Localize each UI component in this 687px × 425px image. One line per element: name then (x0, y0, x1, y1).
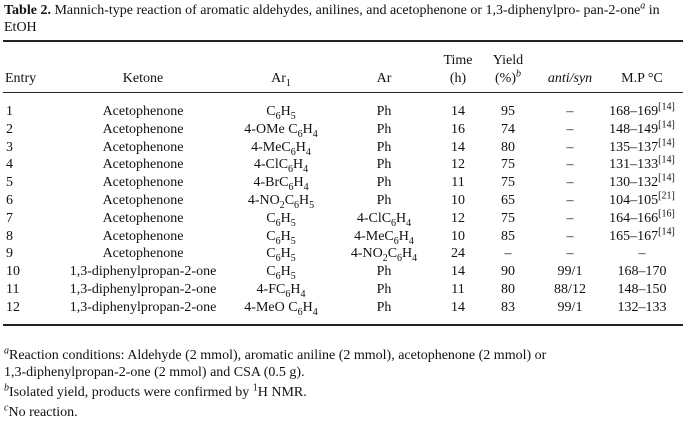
cell-anti-syn: – (566, 122, 574, 137)
cell-time: 10 (451, 229, 465, 244)
cell-ar: Ph (376, 300, 392, 315)
reference-citation: [14] (658, 119, 675, 131)
cell-mp: 165–167[14] (609, 226, 675, 244)
cell-anti-syn: – (566, 157, 574, 172)
bottom-rule (3, 324, 683, 326)
cell-time: 14 (451, 264, 465, 279)
cell-mp: 132–133 (617, 300, 667, 315)
header-yield-unit: (%)$^b$ (495, 68, 521, 86)
footnote-c: $^c$No reaction. (4, 402, 78, 420)
cell-time: 14 (451, 140, 465, 155)
cell-time: 11 (451, 282, 465, 297)
cell-anti-syn: – (566, 193, 574, 208)
cell-anti-syn: 88/12 (554, 282, 586, 297)
cell-time: 12 (451, 211, 465, 226)
table-label: Table 2. (4, 3, 51, 18)
cell-time: 11 (451, 175, 465, 190)
cell-entry: 3 (6, 140, 13, 155)
header-anti-syn: anti/syn (547, 71, 593, 86)
reference-citation: [14] (658, 101, 675, 113)
cell-mp: 135–137[14] (609, 137, 675, 155)
cell-yield: 80 (501, 282, 515, 297)
cell-anti-syn: – (566, 175, 574, 190)
cell-time: 14 (451, 300, 465, 315)
table-title: Mannich-type reaction of aromatic aldehydes, anilines, and acetophenone or 1,3-diphenylpro- pan-2-one$^a$ in EtOH (4, 0, 660, 35)
table-caption (4, 2, 680, 36)
cell-mp: 148–149[14] (609, 119, 675, 137)
cell-yield: 75 (501, 211, 515, 226)
footnote-b: $^b$Isolated yield, products were confirmed by $^1$H NMR. (4, 382, 307, 400)
cell-entry: 2 (6, 122, 13, 137)
cell-ar: Ph (376, 193, 392, 208)
cell-ar: Ph (376, 264, 392, 279)
cell-entry: 12 (6, 300, 20, 315)
cell-ar1: 4-MeO $C_6H_4$ (244, 300, 318, 318)
cell-ketone: 1,3-diphenylpropan-2-one (69, 300, 217, 315)
cell-ar1: $4-ClC_6H_4$ (253, 157, 309, 175)
cell-entry: 1 (6, 104, 13, 119)
cell-entry: 11 (6, 282, 20, 297)
cell-anti-syn: – (566, 211, 574, 226)
header-rule (3, 92, 683, 93)
cell-mp: 104–105[21] (609, 190, 675, 208)
cell-ar: Ph (376, 175, 392, 190)
cell-ar1: $4-BrC_6H_4$ (253, 175, 309, 193)
cell-ar: $4-ClC_6H_4$ (356, 211, 412, 229)
cell-entry: 6 (6, 193, 13, 208)
cell-ketone: Acetophenone (102, 175, 184, 190)
cell-time: 16 (451, 122, 465, 137)
cell-ar: Ph (376, 122, 392, 137)
cell-yield: 75 (501, 157, 515, 172)
cell-yield: 90 (501, 264, 515, 279)
cell-mp: 168–169[14] (609, 101, 675, 119)
cell-yield: 80 (501, 140, 515, 155)
cell-ar1: $C_6H_5$ (266, 229, 296, 247)
cell-anti-syn: 99/1 (557, 264, 583, 279)
cell-ar1: $4-MeC_6H_4$ (251, 140, 311, 158)
cell-entry: 7 (6, 211, 13, 226)
header-ar: Ar (376, 71, 392, 86)
header-ar1: $Ar_1$ (271, 71, 291, 89)
cell-ar: Ph (376, 282, 392, 297)
cell-ar1: $C_6H_5$ (266, 104, 296, 122)
cell-anti-syn: 99/1 (557, 300, 583, 315)
cell-ketone: Acetophenone (102, 229, 184, 244)
cell-ar: $4-NO_2C_6H_4$ (350, 246, 418, 264)
footnote-a: $^a$Reaction conditions: Aldehyde (2 mmol), aromatic aniline (2 mmol), acetophenone (2 mmol) or 1,3-diphenylpropan-2-one (2 mmol) and CSA (0.5 g). (4, 345, 547, 380)
cell-anti-syn: – (566, 104, 574, 119)
cell-ketone: Acetophenone (102, 211, 184, 226)
cell-entry: 8 (6, 229, 13, 244)
header-time: Time (443, 53, 473, 68)
cell-ar1: $C_6H_5$ (266, 264, 296, 282)
cell-mp: 168–170 (617, 264, 667, 279)
cell-mp: – (638, 246, 646, 261)
cell-yield: 83 (501, 300, 515, 315)
reference-citation: [16] (658, 208, 675, 220)
cell-time: 14 (451, 104, 465, 119)
header-ketone: Ketone (122, 71, 164, 86)
reference-citation: [14] (658, 137, 675, 149)
header-mp: M.P °C (621, 71, 663, 86)
cell-mp: 130–132[14] (609, 172, 675, 190)
cell-ketone: Acetophenone (102, 157, 184, 172)
cell-ar1: $C_6H_5$ (266, 246, 296, 264)
cell-ketone: 1,3-diphenylpropan-2-one (69, 282, 217, 297)
cell-ar1: $4-NO_2C_6H_5$ (247, 193, 315, 211)
cell-ar: Ph (376, 140, 392, 155)
cell-ar: Ph (376, 157, 392, 172)
reference-citation: [14] (658, 226, 675, 238)
cell-time: 10 (451, 193, 465, 208)
cell-ar1: $C_6H_5$ (266, 211, 296, 229)
cell-yield: 74 (501, 122, 515, 137)
cell-entry: 4 (6, 157, 13, 172)
cell-entry: 10 (6, 264, 20, 279)
cell-yield: 75 (501, 175, 515, 190)
cell-ketone: 1,3-diphenylpropan-2-one (69, 264, 217, 279)
cell-entry: 5 (6, 175, 13, 190)
cell-anti-syn: – (566, 246, 574, 261)
cell-yield: 65 (501, 193, 515, 208)
header-entry: Entry (5, 71, 37, 86)
cell-ar1: 4-OMe $C_6H_4$ (244, 122, 318, 140)
cell-mp: 148–150 (617, 282, 667, 297)
cell-anti-syn: – (566, 229, 574, 244)
cell-ketone: Acetophenone (102, 246, 184, 261)
cell-yield: – (504, 246, 512, 261)
cell-ar: Ph (376, 104, 392, 119)
cell-ketone: Acetophenone (102, 140, 184, 155)
reference-citation: [14] (658, 172, 675, 184)
reference-citation: [21] (658, 190, 675, 202)
cell-ar1: $4-FC_6H_4$ (256, 282, 306, 300)
cell-yield: 95 (501, 104, 515, 119)
cell-ar: $4-MeC_6H_4$ (354, 229, 414, 247)
cell-ketone: Acetophenone (102, 122, 184, 137)
cell-anti-syn: – (566, 140, 574, 155)
cell-mp: 164–166[16] (609, 208, 675, 226)
cell-mp: 131–133[14] (609, 154, 675, 172)
top-rule (3, 40, 683, 42)
header-time-unit: (h) (449, 71, 467, 86)
cell-time: 12 (451, 157, 465, 172)
cell-ketone: Acetophenone (102, 193, 184, 208)
cell-time: 24 (451, 246, 465, 261)
reference-citation: [14] (658, 154, 675, 166)
header-yield: Yield (492, 53, 524, 68)
cell-yield: 85 (501, 229, 515, 244)
cell-entry: 9 (6, 246, 13, 261)
cell-ketone: Acetophenone (102, 104, 184, 119)
